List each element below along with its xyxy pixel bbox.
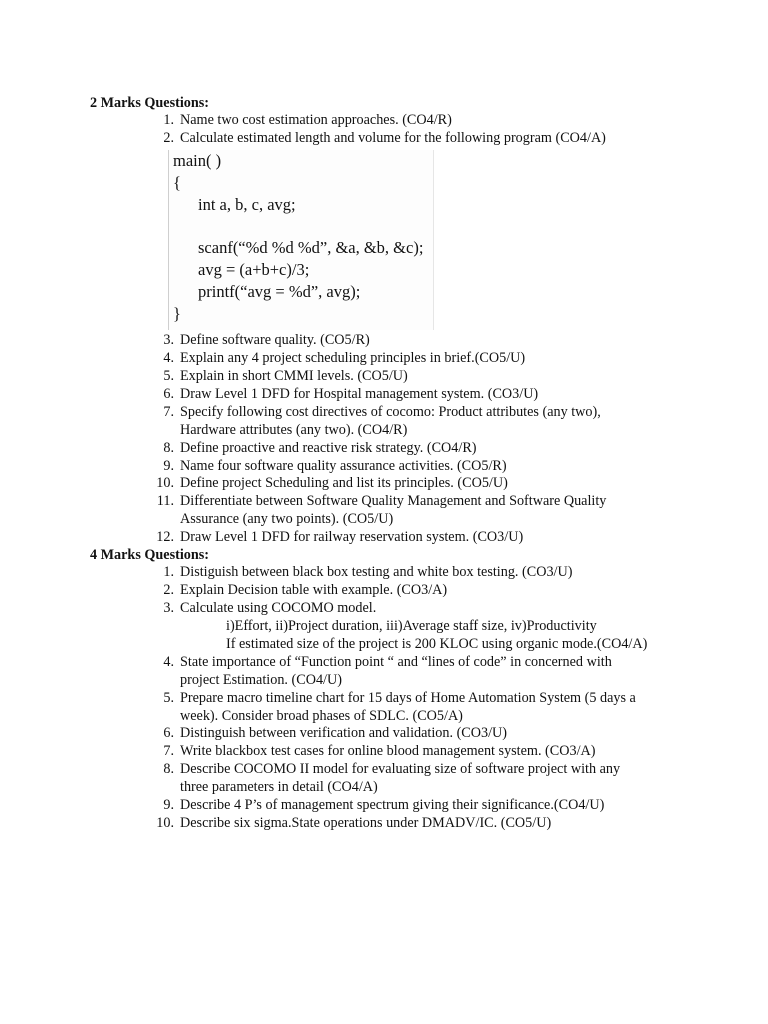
question-text: Describe six sigma.State operations under DMADV/IC. (CO5/U) [180,815,552,831]
question-number: 3. [163,332,174,348]
question-number: 10. [156,815,174,831]
question-number: 2. [163,582,174,598]
question-number: 7. [163,743,174,759]
question-number: 3. [163,600,174,616]
question-text: Explain Decision table with example. (CO3/A) [180,582,448,598]
question-text: State importance of “Function point “ and “lines of code” in concerned with project Estimation. (CO4/U) [180,654,612,688]
question-subline: i)Effort, ii)Project duration, iii)Average staff size, iv)Productivity [226,618,597,634]
question-text: Define software quality. (CO5/R) [180,332,370,348]
question-number: 11. [156,493,174,509]
question-number: 10. [156,475,174,491]
code-line: printf(“avg = %d”, avg); [198,282,361,301]
question-number: 6. [163,725,174,741]
question-number: 4. [163,654,174,670]
question-text: Explain any 4 project scheduling principles in brief.(CO5/U) [180,350,526,366]
code-snippet [168,150,434,330]
question-number: 8. [163,440,174,456]
question-number: 9. [163,797,174,813]
question-text: Describe COCOMO II model for evaluating size of software project with any three parameters in detail (CO4/A) [180,761,621,795]
code-line: scanf(“%d %d %d”, &a, &b, &c); [198,238,424,257]
question-text: Calculate estimated length and volume for the following program (CO4/A) [180,130,606,146]
question-number: 2. [163,130,174,146]
code-line: int a, b, c, avg; [198,195,296,214]
question-text: Prepare macro timeline chart for 15 days of Home Automation System (5 days a week). Consider broad phases of SDLC. (CO5/A) [180,690,636,724]
question-text: Distiguish between black box testing and white box testing. (CO3/U) [180,564,573,580]
question-text: Specify following cost directives of cocomo: Product attributes (any two), Hardware attributes (any two). (CO4/R) [180,404,601,438]
question-text: Write blackbox test cases for online blood management system. (CO3/A) [180,743,596,759]
question-text: Describe 4 P’s of management spectrum giving their significance.(CO4/U) [180,797,605,813]
question-number: 1. [163,112,174,128]
question-text: Distinguish between verification and validation. (CO3/U) [180,725,508,741]
question-number: 7. [163,404,174,420]
section-heading-4-marks: 4 Marks Questions: [90,547,210,563]
question-text: Define project Scheduling and list its principles. (CO5/U) [180,475,508,491]
question-number: 5. [163,368,174,384]
question-text: Draw Level 1 DFD for railway reservation system. (CO3/U) [180,529,524,545]
question-text: Calculate using COCOMO model. [180,600,377,616]
question-number: 8. [163,761,174,777]
question-text: Draw Level 1 DFD for Hospital management system. (CO3/U) [180,386,539,402]
question-text: Name four software quality assurance activities. (CO5/R) [180,458,507,474]
question-number: 9. [163,458,174,474]
code-line: avg = (a+b+c)/3; [198,260,310,279]
code-line: } [173,304,181,323]
question-number: 1. [163,564,174,580]
question-text: Differentiate between Software Quality Management and Software Quality Assurance (any two points). (CO5/U) [180,493,607,527]
question-text: Explain in short CMMI levels. (CO5/U) [180,368,408,384]
question-number: 5. [163,690,174,706]
code-line: { [173,173,181,192]
code-line: main( ) [173,151,222,170]
question-number: 12. [156,529,174,545]
question-subline: If estimated size of the project is 200 KLOC using organic mode.(CO4/A) [226,636,648,652]
question-text: Define proactive and reactive risk strategy. (CO4/R) [180,440,477,456]
section-heading-2-marks: 2 Marks Questions: [90,95,210,111]
question-number: 6. [163,386,174,402]
question-text: Name two cost estimation approaches. (CO4/R) [180,112,452,128]
question-number: 4. [163,350,174,366]
